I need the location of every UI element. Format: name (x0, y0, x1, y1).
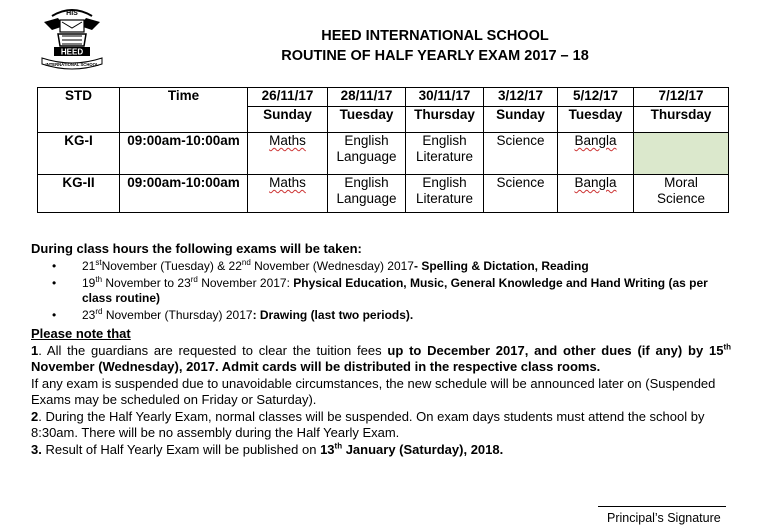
subject-cell (558, 133, 634, 175)
school-name: HEED INTERNATIONAL SCHOOL (321, 28, 549, 44)
std-header: STD (38, 88, 120, 133)
std-cell: KG-II (38, 175, 120, 213)
day-cell: Thursday (406, 107, 484, 133)
routine-title: ROUTINE OF HALF YEARLY EXAM 2017 – 18 (281, 48, 589, 64)
day-cell: Thursday (634, 107, 729, 133)
subject-line: English (422, 175, 467, 190)
subject-line: Bangla (574, 175, 617, 190)
date-cell: 26/11/17 (248, 88, 328, 107)
class-hours-heading: During class hours the following exams will be taken: (31, 241, 362, 256)
day-cell: Sunday (248, 107, 328, 133)
date-cell: 5/12/17 (558, 88, 634, 107)
note-2: 2. During the Half Yearly Exam, normal classes will be suspended. On exam days students must attend the school by 8:30am. There will be no assembly during the Half Yearly Exam. (31, 409, 705, 440)
logo-school-text: INTERNATIONAL SCHOOL (45, 62, 99, 67)
date-cell: 28/11/17 (328, 88, 406, 107)
time-cell: 09:00am-10:00am (120, 133, 248, 175)
subject-cell (406, 175, 484, 213)
exam-routine-table (37, 87, 729, 213)
subject-line: Language (336, 191, 397, 206)
subject-line: Science (496, 175, 545, 190)
subject-line: Maths (269, 175, 306, 190)
list-item: • 21stNovember (Tuesday) & 22nd November (Wednesday) 2017- Spelling & Dictation, Reading (52, 259, 732, 274)
subject-line: Science (656, 191, 706, 206)
note-1: 1. All the guardians are requested to clear the tuition fees up to December 2017, and other dues (if any) by 15th November (Wednesday), 2017. Admit cards will be distributed in the respective class rooms. (31, 342, 732, 374)
subject-cell (328, 175, 406, 213)
std-cell: KG-I (38, 133, 120, 175)
subject-line: English (422, 133, 467, 148)
subject-cell (484, 175, 558, 213)
signature-label: Principal’s Signature (607, 511, 721, 525)
subject-line: Language (336, 149, 397, 164)
subject-cell (634, 175, 729, 213)
list-item: • 19th November to 23rd November 2017: Physical Education, Music, General Knowledge and Hand Writing (as per class routine) (52, 276, 732, 306)
subject-line: Bangla (574, 133, 617, 148)
subject-line: Literature (415, 191, 474, 206)
day-cell: Tuesday (328, 107, 406, 133)
table-row (38, 175, 729, 213)
date-cell: 30/11/17 (406, 88, 484, 107)
subject-line: English (344, 175, 389, 190)
time-cell: 09:00am-10:00am (120, 175, 248, 213)
date-row (38, 88, 729, 107)
class-hours-list (52, 259, 732, 325)
subject-cell (248, 133, 328, 175)
day-cell: Tuesday (558, 107, 634, 133)
date-cell: 7/12/17 (634, 88, 729, 107)
subject-line: Literature (415, 149, 474, 164)
subject-cell (406, 133, 484, 175)
notes-heading: Please note that (31, 326, 131, 341)
day-cell: Sunday (484, 107, 558, 133)
logo-word: HEED (60, 47, 84, 57)
time-header: Time (120, 88, 248, 133)
note-1-suspension: If any exam is suspended due to unavoidable circumstances, the new schedule will be announced later on (Suspended Exams may be scheduled on Friday or Saturday). (31, 376, 716, 407)
subject-line: Moral (664, 175, 698, 190)
subject-cell (328, 133, 406, 175)
subject-cell (558, 175, 634, 213)
table-row (38, 133, 729, 175)
subject-line: English (344, 133, 389, 148)
list-item: • 23rd November (Thursday) 2017: Drawing (last two periods). (52, 308, 732, 323)
subject-cell (484, 133, 558, 175)
signature-line (598, 506, 726, 507)
date-cell: 3/12/17 (484, 88, 558, 107)
subject-cell-empty (634, 133, 729, 175)
logo-initials: HIS (66, 10, 78, 17)
subject-line: Science (496, 133, 545, 148)
subject-line: Maths (269, 133, 306, 148)
subject-cell (248, 175, 328, 213)
note-3: 3. Result of Half Yearly Exam will be published on 13th January (Saturday), 2018. (31, 441, 504, 457)
